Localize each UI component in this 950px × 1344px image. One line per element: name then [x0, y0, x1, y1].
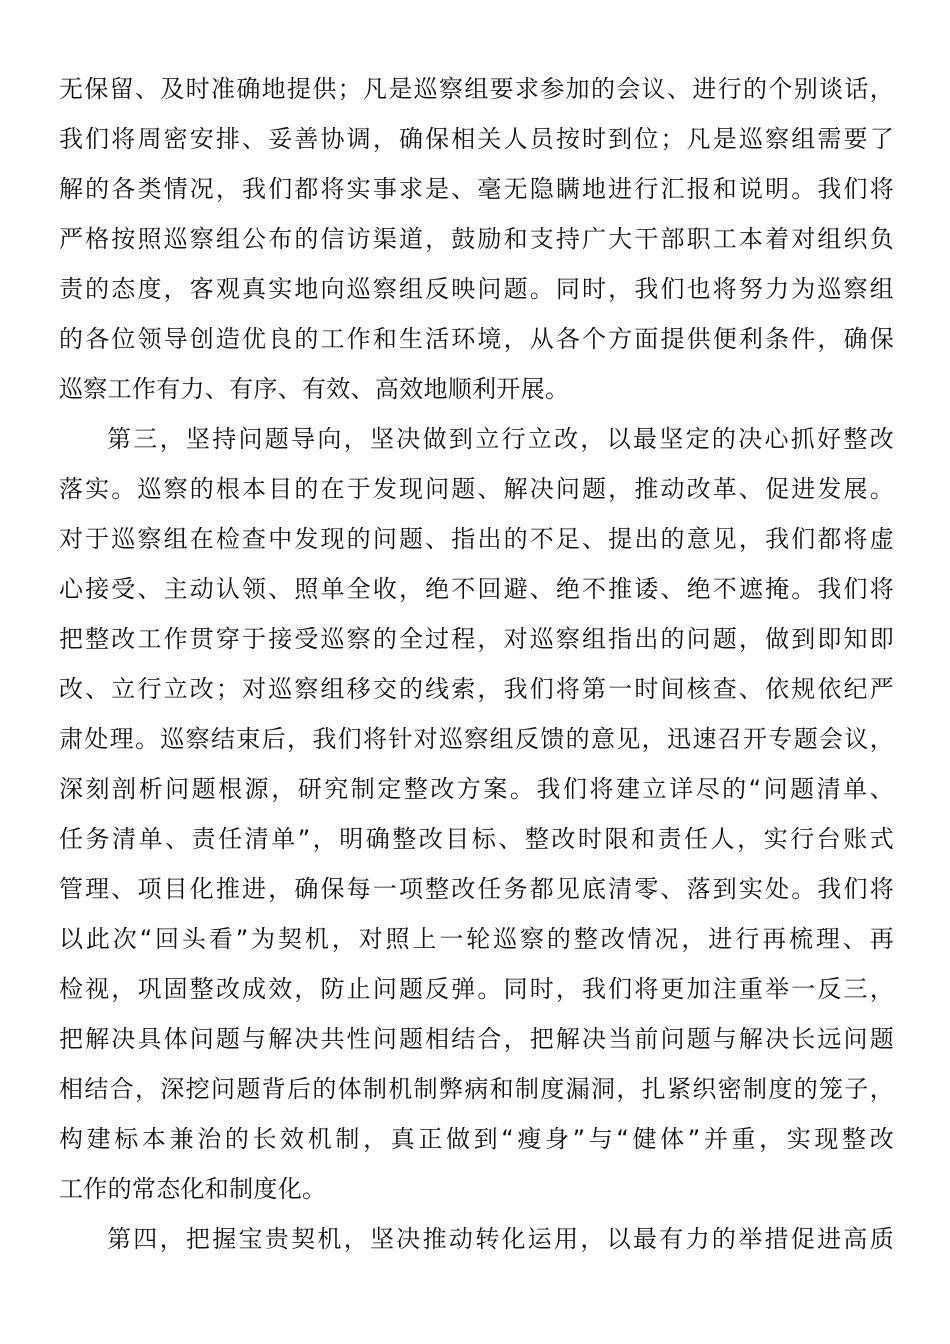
paragraph-line: 解的各类情况，我们都将实事求是、毫无隐瞒地进行汇报和说明。我们将	[59, 175, 894, 203]
paragraph-line: 相结合，深挖问题背后的体制机制弊病和制度漏洞，扎紧织密制度的笼子，	[59, 1075, 894, 1103]
paragraph-line: 构建标本兼治的长效机制，真正做到“瘦身”与“健体”并重，实现整改	[59, 1125, 894, 1153]
paragraph-line: 管理、项目化推进，确保每一项整改任务都见底清零、落到实处。我们将	[59, 875, 894, 903]
paragraph-line: 任务清单、责任清单”，明确整改目标、整改时限和责任人，实行台账式	[59, 825, 894, 853]
paragraph-line: 我们将周密安排、妥善协调，确保相关人员按时到位；凡是巡察组需要了	[59, 125, 894, 153]
paragraph-line: 落实。巡察的根本目的在于发现问题、解决问题，推动改革、促进发展。	[59, 475, 894, 503]
paragraph-line: 心接受、主动认领、照单全收，绝不回避、绝不推诿、绝不遮掩。我们将	[59, 575, 894, 603]
paragraph-line: 对于巡察组在检查中发现的问题、指出的不足、提出的意见，我们都将虚	[59, 525, 894, 553]
paragraph-line: 巡察工作有力、有序、有效、高效地顺利开展。	[59, 375, 570, 403]
paragraph-line: 的各位领导创造优良的工作和生活环境，从各个方面提供便利条件，确保	[59, 325, 894, 353]
paragraph-line: 以此次“回头看”为契机，对照上一轮巡察的整改情况，进行再梳理、再	[59, 925, 894, 953]
paragraph-line: 深刻剖析问题根源，研究制定整改方案。我们将建立详尽的“问题清单、	[59, 775, 894, 803]
paragraph-first-line: 第三，坚持问题导向，坚决做到立行立改，以最坚定的决心抓好整改	[107, 425, 894, 453]
paragraph-first-line: 第四，把握宝贵契机，坚决推动转化运用，以最有力的举措促进高质	[107, 1225, 894, 1253]
paragraph-line: 改、立行立改；对巡察组移交的线索，我们将第一时间核查、依规依纪严	[59, 675, 894, 703]
paragraph-line: 肃处理。巡察结束后，我们将针对巡察组反馈的意见，迅速召开专题会议，	[59, 725, 894, 753]
paragraph-line: 无保留、及时准确地提供；凡是巡察组要求参加的会议、进行的个别谈话，	[59, 75, 894, 103]
paragraph-line: 把整改工作贯穿于接受巡察的全过程，对巡察组指出的问题，做到即知即	[59, 625, 894, 653]
paragraph-line: 检视，巩固整改成效，防止问题反弹。同时，我们将更加注重举一反三，	[59, 975, 894, 1003]
paragraph-line: 把解决具体问题与解决共性问题相结合，把解决当前问题与解决长远问题	[59, 1025, 894, 1053]
paragraph-line: 责的态度，客观真实地向巡察组反映问题。同时，我们也将努力为巡察组	[59, 275, 894, 303]
paragraph-line: 严格按照巡察组公布的信访渠道，鼓励和支持广大干部职工本着对组织负	[59, 225, 894, 253]
paragraph-line: 工作的常态化和制度化。	[59, 1175, 327, 1203]
